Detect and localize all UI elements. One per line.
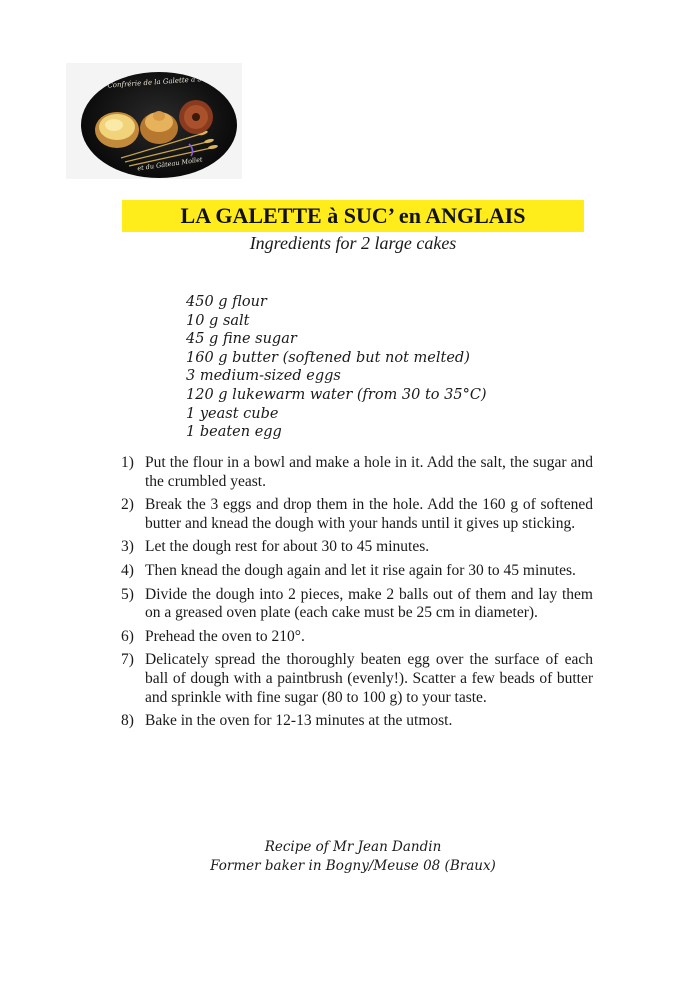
step-number: 3) [121,538,134,556]
steps-list [121,454,593,736]
step-item [121,651,593,707]
ingredient-item: 160 g butter (softened but not melted) [186,349,470,366]
recipe-credit [122,838,584,876]
step-number: 6) [121,627,134,645]
confrerie-logo [66,63,242,179]
step-text: Put the flour in a bowl and make a hole in it. Add the salt, the sugar and the crumbled yeast. [145,454,593,490]
step-text: Divide the dough into 2 pieces, make 2 balls out of them and lay them on a greased oven plate (each cake must be 25 cm in diameter). [145,585,593,622]
step-text: Let the dough rest for about 30 to 45 minutes. [145,538,430,556]
ingredient-item: 10 g salt [186,312,250,329]
credit-location: Former baker in Bogny/Meuse 08 (Braux) [210,858,496,874]
step-number: 4) [121,561,134,579]
ingredient-item: 45 g fine sugar [186,331,297,348]
logo-oval [81,72,237,178]
credit-author: Recipe of Mr Jean Dandin [264,839,442,855]
step-item [121,538,593,557]
step-number: 1) [121,454,134,471]
page-subtitle: Ingredients for 2 large cakes [249,233,457,253]
logo-top-text: Confrérie de la Galette à Suc [107,74,211,90]
step-text: Delicately spread the thoroughly beaten egg over the surface of each ball of dough with a paintbrush (evenly!). Scatter a few beads of butter and sprinkle with fine sugar (80 to 100 g) to your taste. [145,651,593,706]
step-item [121,628,593,647]
ingredient-item: 1 yeast cube [186,405,279,422]
step-item [121,454,593,491]
step-item [121,712,593,731]
page-title: LA GALETTE à SUC’ en ANGLAIS [180,203,526,228]
step-number: 5) [121,585,134,603]
ingredient-item: 120 g lukewarm water (from 30 to 35°C) [186,386,487,403]
logo-bottom-text: et du Gâteau Mollet [136,155,204,173]
step-item [121,496,593,533]
step-item [121,586,593,623]
step-number: 7) [121,651,134,669]
ingredient-item: 1 beaten egg [186,424,282,441]
step-number: 8) [121,712,134,730]
ingredient-item: 3 medium-sized eggs [186,368,341,385]
step-text: Break the 3 eggs and drop them in the hole. Add the 160 g of softened butter and knead the dough with your hands until it gives up sticking. [145,496,593,532]
step-text: Bake in the oven for 12-13 minutes at the utmost. [145,712,453,730]
step-text: Then knead the dough again and let it rise again for 30 to 45 minutes. [145,561,576,579]
step-number: 2) [121,496,134,514]
ingredient-item: 450 g flour [186,294,267,310]
step-text: Prehead the oven to 210°. [145,627,305,645]
ingredients-list [186,293,487,442]
step-item [121,562,593,581]
